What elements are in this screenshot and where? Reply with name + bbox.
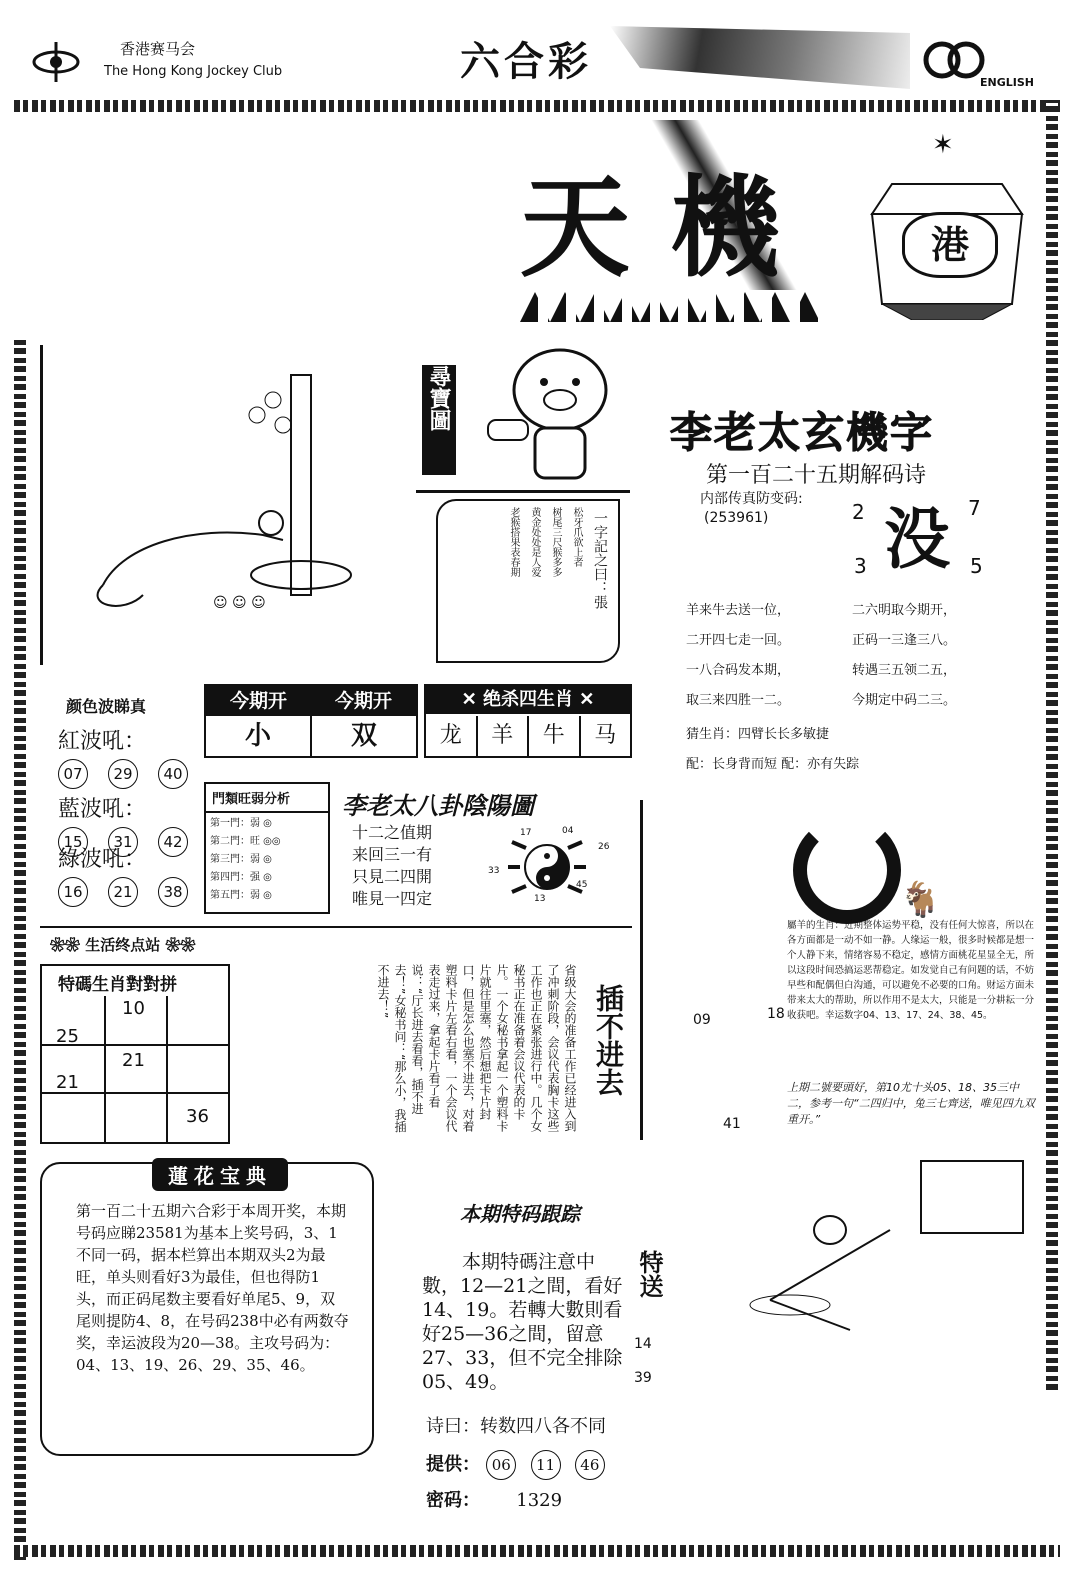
door-table (204, 782, 330, 914)
bagua-num: 04 (562, 826, 574, 836)
door-row: 第一門：弱 ◎ (210, 818, 272, 829)
bagua-lines (352, 822, 432, 910)
door-label: 第二門： (210, 836, 250, 847)
bagua-num: 33 (488, 866, 500, 876)
color-wave-row (58, 724, 188, 789)
tracking-panel (420, 1190, 670, 1530)
wave-ball: 40 (158, 759, 188, 789)
poem-text: 转数四八各不同 (480, 1416, 606, 1437)
door-row: 第三門：弱 ◎ (210, 854, 272, 865)
issue-header: 今期开 (229, 690, 287, 712)
wave-label-blue: 藍波吼： (58, 797, 147, 822)
scroll-line: 树尾三尺猴多多 (550, 507, 561, 577)
door-table-title: 門類旺弱分析 (206, 784, 328, 813)
door-row: 第五門：弱 ◎ (210, 890, 272, 901)
kill-four-title: ✕ 绝杀四生肖 ✕ (426, 686, 630, 714)
provide-ball: 46 (575, 1450, 605, 1480)
scroll-line: 老猴搭果表春期 (508, 507, 519, 577)
kill-four-box (424, 684, 632, 758)
club-name-cn: 香港赛马会 (120, 40, 196, 58)
poem-line: 一八合码发本期， (686, 663, 791, 678)
poem-row (426, 1412, 606, 1438)
grid-num: 10 (122, 998, 145, 1019)
zodiac-item: 马 (594, 723, 617, 748)
goat-icon: 🐐 (899, 880, 942, 920)
wave-label-green: 綠波吼： (58, 847, 147, 872)
monkey-illustration (40, 345, 413, 665)
bagua-line: 唯見一四定 (352, 889, 433, 908)
issue-header: 今期开 (334, 690, 392, 712)
scroll-line: 松牙爪欲上者 (571, 507, 582, 567)
door-label: 第四門： (210, 872, 250, 883)
svg-text:☺ ☺ ☺: ☺ ☺ ☺ (213, 595, 266, 611)
wave-ball: 21 (108, 877, 138, 907)
rings-logo-icon (920, 40, 990, 80)
code-value: 1329 (516, 1490, 563, 1511)
this-issue-values (206, 716, 416, 756)
door-row: 第四門：强 ◎ (210, 872, 272, 883)
poem-block (686, 596, 1026, 780)
left-chain-border (14, 340, 26, 1560)
zodiac-item: 牛 (529, 716, 581, 756)
provide-ball: 06 (486, 1450, 516, 1480)
zodiac-item: 龙 (426, 716, 478, 756)
door-state: 旺 (250, 836, 260, 847)
poem-line: 取三来四胜一二。 (686, 693, 791, 708)
lilaotai-big-char: 没 (884, 500, 950, 578)
wave-ball: 15 (58, 827, 88, 857)
poem-line: 今期定中码二三。 (852, 693, 957, 708)
bagua-num: 17 (520, 828, 532, 838)
grid-num: 36 (186, 1106, 209, 1127)
poem-row (686, 596, 1026, 626)
door-state: 弱 (250, 818, 260, 829)
zodiac-grid-cells (42, 996, 228, 1142)
banner (480, 120, 846, 330)
scroll-panel (416, 490, 630, 673)
life-station-title-text: 生活终点站 (85, 936, 161, 954)
poem-line: 羊来牛去送一位， (686, 603, 791, 618)
kill-four-items (426, 716, 630, 756)
color-wave-title: 颜色波睇真 (66, 697, 147, 716)
send-num: 14 (634, 1336, 652, 1352)
banner-big-chars: 天機 (520, 163, 820, 292)
poem-row (686, 686, 1026, 716)
poem-row (686, 656, 1026, 686)
door-state: 弱 (250, 890, 260, 901)
door-rows (206, 813, 328, 907)
corner-num: 3 (854, 554, 867, 578)
lotus-text: 第一百二十五期六合彩于本周开奖，本期号码应睇23581为基本上奖号码，3、1不同一码，据本栏算出本期双头2为最旺，单头则看好3为最佳，但也得防1头，而正码尾数主要看好单尾5、9，双尾则提防4、8，在号码238中必有两数夺奖，幸运波段为20—38。主攻号码为：04、13、19、26、29、35、46。 (76, 1202, 349, 1374)
poem-label: 诗曰： (426, 1416, 480, 1437)
wave-ball: 29 (108, 759, 138, 789)
wave-ball: 07 (58, 759, 88, 789)
zodiac-text: 屬羊的生肖：近期整体运势平稳，没有任何大惊喜，所以在各方面都是一动不如一静。人缘运一般，很多时候都是想一个人静下来，情绪容易不稳定，感情方面桃花星显全无，所以这段时间恐搞运恶帮稳定。如发觉自己有问题的话，不妨早些和配偶但白沟通，可以避免不必要的口角。财运方面未带来太大的帮助，所以作用不是太大，只能是一分耕耘一分收获吧。幸运数字04、13、17、24、38、45。 (787, 920, 1035, 1021)
issue-value: 小 (206, 716, 312, 756)
life-station-panel (40, 926, 632, 1150)
dark-blob (793, 816, 901, 924)
fax-code: (253961) (704, 510, 769, 526)
corner-num: 7 (968, 496, 981, 520)
zodiac-grid-title: 特碼生肖對對拼 (58, 975, 177, 995)
tracking-title: 本期特码跟踪 (460, 1202, 580, 1226)
scroll-paper (436, 499, 620, 663)
header-dragon-art (610, 26, 910, 96)
poem-line: 转遇三五领二五， (852, 663, 957, 678)
wave-ball: 31 (108, 827, 138, 857)
poem-line: 二开四七走一回。 (686, 633, 791, 648)
lottery-title: 六合彩 (460, 38, 592, 85)
bagua-line: 十二之值期 (352, 823, 433, 842)
right-chain-border (1046, 100, 1058, 1390)
yin-yang-icon (482, 822, 612, 912)
zodiac-panel (640, 800, 1043, 1140)
top-chain-border (14, 100, 1060, 112)
provide-label: 提供： (426, 1454, 480, 1475)
lilaotai-panel (640, 400, 1040, 772)
lilaotai-subtitle: 第一百二十五期解码诗 (706, 463, 927, 488)
fax-label: 内部传真防变码: (700, 491, 803, 507)
bagua-title: 李老太八卦陰陽圖 (342, 791, 534, 820)
poem-line: 二六明取今期开， (852, 603, 957, 618)
zodiac-item: 羊 (478, 716, 530, 756)
provide-ball: 11 (531, 1450, 561, 1480)
lantern (862, 130, 1032, 320)
code-row (426, 1486, 562, 1512)
bottom-right-art (700, 1160, 1030, 1360)
lotus-title: 蓮花宝典 (152, 1158, 288, 1191)
story-title: 插不进去 (592, 984, 625, 1096)
door-row: 第二門：旺 ◎◎ (210, 836, 281, 847)
pig-cartoon (480, 340, 620, 490)
wave-ball: 38 (158, 877, 188, 907)
wave-label-red: 紅波吼： (58, 729, 147, 754)
bagua-line: 来回三一有 (352, 845, 433, 864)
match-line: 配：长身背而短 配：亦有失踪 (686, 757, 860, 772)
story-text: 省级大会的准备工作已经进入到了冲刺阶段，会议代表胸卡这些工作也正在紧张进行中。几个女秘书正在准备着会议代表的卡片。一个女秘书拿起一个塑料卡片就往里塞，然后想把卡片封口，但是怎么也塞不进去，对着塑料卡片左看右看，一个会议代表走过来，拿起卡片看了看说：“厅长进去看看，插不进去！”女秘书问：“那么小，我插不进去！” (376, 964, 577, 1133)
door-state: 弱 (250, 854, 260, 865)
this-issue-header (206, 686, 416, 716)
provide-row (426, 1450, 605, 1480)
kill-four-title-text: 绝杀四生肖 (483, 689, 573, 710)
code-label: 密码： (426, 1490, 480, 1511)
lilaotai-title: 李老太玄機字 (670, 408, 935, 457)
zodiac-side-num: 41 (723, 1116, 741, 1132)
grid-num: 21 (122, 1050, 145, 1071)
door-label: 第三門： (210, 854, 250, 865)
scroll-line: 黄金处处是人爱 (529, 507, 540, 577)
send-num: 39 (634, 1370, 652, 1386)
corner-num: 2 (852, 500, 865, 524)
treasure-map-title (422, 365, 456, 475)
star-icon: ✶ (932, 130, 954, 160)
grid-num: 25 (56, 1026, 79, 1047)
zodiac-side-num: 09 (693, 1012, 711, 1028)
door-state: 强 (250, 872, 260, 883)
color-wave-box (40, 686, 196, 906)
issue-value: 双 (350, 721, 377, 751)
header (20, 20, 1060, 100)
tracking-text: 本期特碼注意中數，12—21之間，看好14、19。若轉大數則看好25—36之間，留意27、33，但不完全排除05、49。 (422, 1251, 623, 1393)
wave-ball: 16 (58, 877, 88, 907)
scroll-lines (506, 507, 584, 647)
send-label: 特送 (635, 1250, 664, 1298)
lotus-panel (40, 1162, 374, 1456)
lantern-badge (902, 212, 998, 278)
corner-num: 5 (970, 554, 983, 578)
english-link[interactable]: ENGLISH (980, 76, 1034, 89)
poem-row (686, 626, 1026, 656)
treasure-map-label: 尋寶圖 (426, 365, 452, 431)
door-label: 第一門： (210, 818, 250, 829)
guess-line: 猜生肖：四臂长长多敏捷 (686, 727, 830, 742)
this-issue-box (204, 684, 418, 758)
wave-ball: 42 (158, 827, 188, 857)
jockey-club-logo-icon (30, 36, 82, 88)
bagua-num: 45 (576, 880, 588, 890)
bottom-chain-border (14, 1545, 1060, 1557)
color-wave-row (58, 842, 188, 907)
scroll-heading: 一字記之曰：張 (592, 511, 608, 609)
bagua-num: 13 (534, 894, 546, 904)
bagua-num: 26 (598, 842, 610, 852)
grid-num: 21 (56, 1072, 79, 1093)
badge-char: 港 (930, 222, 969, 267)
club-name-en: The Hong Kong Jockey Club (104, 64, 283, 79)
door-label: 第五門： (210, 890, 250, 901)
poem-line: 正码一三逢三八。 (852, 633, 957, 648)
note-text: 上期二號要頭好，第10尤十头05、18、35三中二，参考一句“二四归中，兔三七齊送，唯见四九双重开。” (787, 1081, 1035, 1126)
life-station-title: ❀❀ 生活终点站 ❀❀ (50, 936, 196, 954)
zodiac-grid (40, 964, 230, 1144)
zodiac-side-num: 18 (767, 1006, 785, 1022)
bagua-line: 只見二四開 (352, 867, 433, 886)
bagua-panel (336, 782, 636, 922)
